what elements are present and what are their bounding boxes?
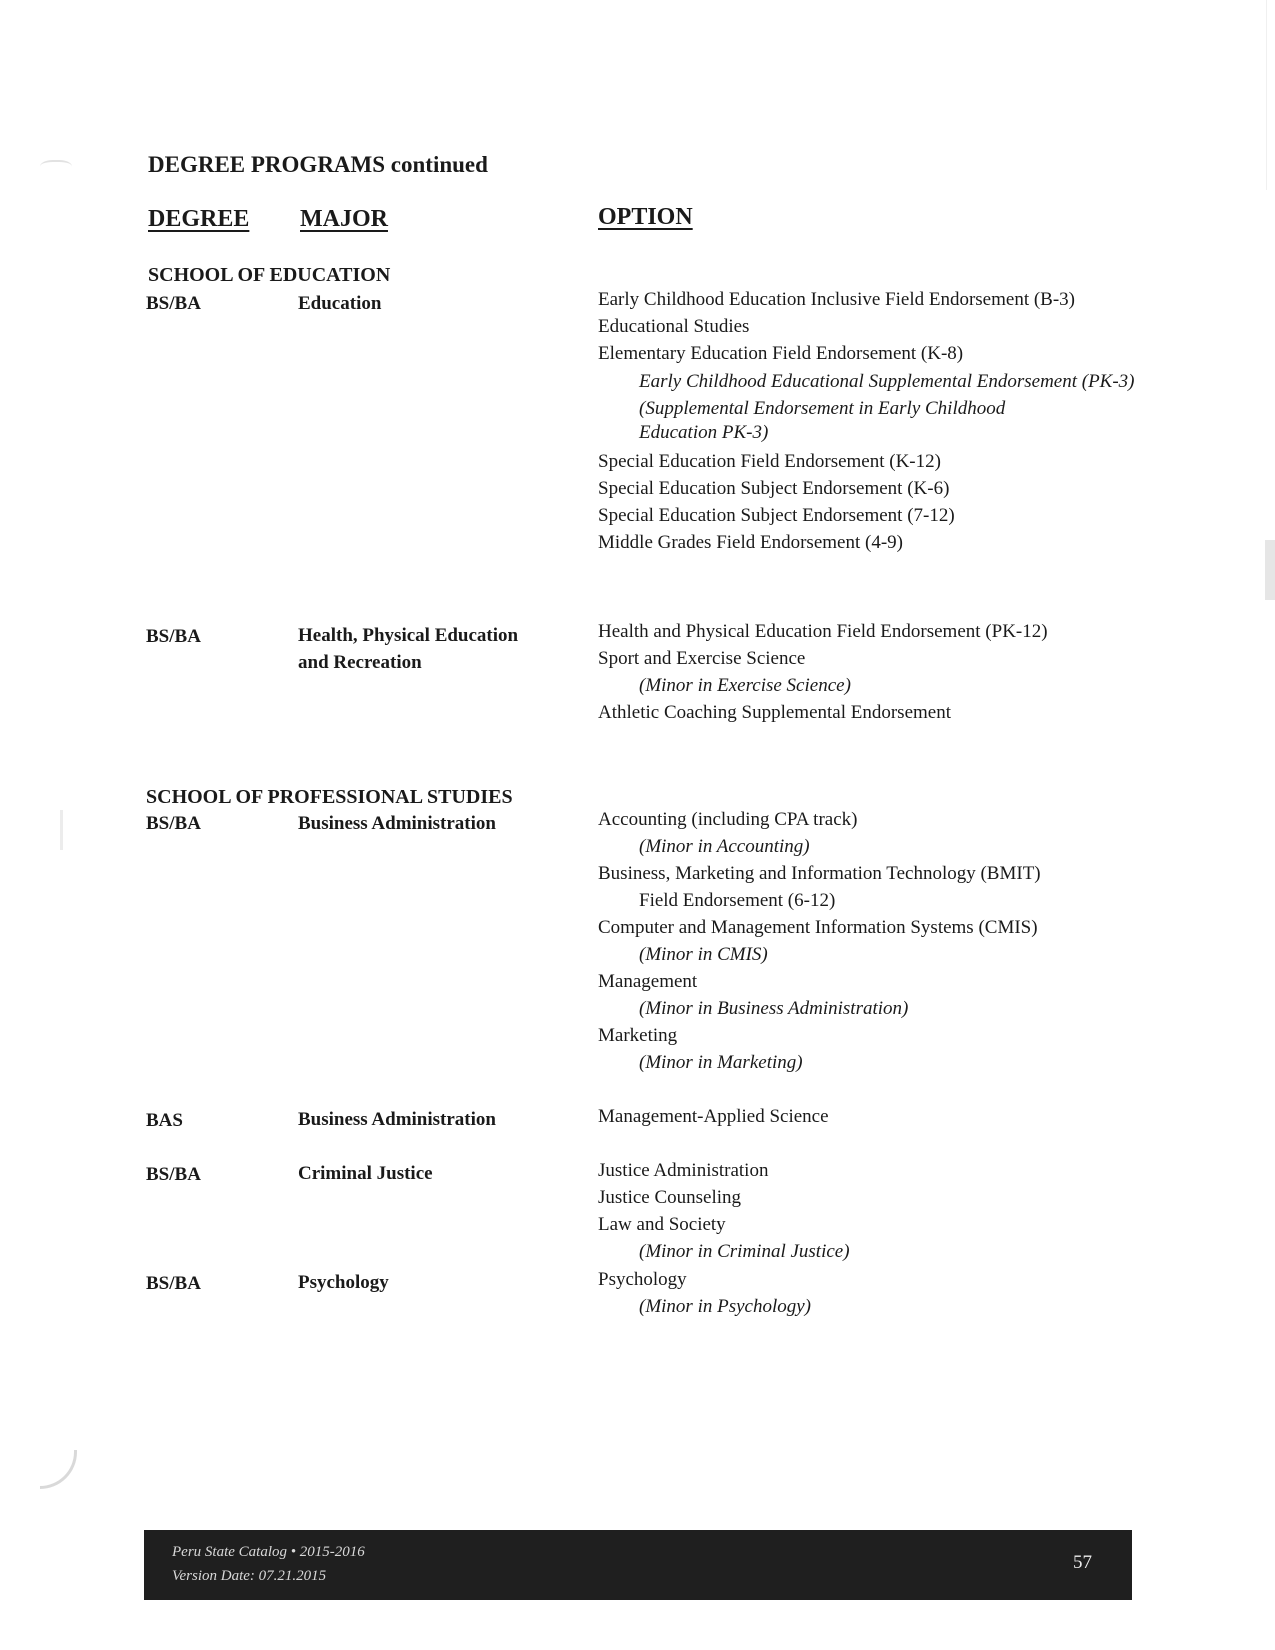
option-sub-item: (Supplemental Endorsement in Early Childhood Education PK-3) (639, 398, 1006, 443)
footer-version-date: Version Date: 07.21.2015 (172, 1568, 327, 1584)
program-major: Education (298, 293, 382, 314)
program-major: Criminal Justice (298, 1163, 433, 1184)
option-item: Management-Applied Science (598, 1106, 829, 1127)
program-major: Business Administration (298, 813, 496, 834)
program-options (598, 286, 1138, 556)
option-item: Elementary Education Field Endorsement (K-8) (598, 343, 964, 364)
option-item: Justice Counseling (598, 1187, 742, 1208)
program-degree: BS/BA (146, 626, 201, 647)
option-item: Middle Grades Field Endorsement (4-9) (598, 532, 903, 553)
option-item: Sport and Exercise Science (598, 648, 806, 669)
scan-mark (1265, 540, 1275, 600)
program-major: Psychology (298, 1272, 389, 1293)
option-sub-item: (Minor in Criminal Justice) (639, 1241, 850, 1262)
option-item: Athletic Coaching Supplemental Endorsement (598, 702, 952, 723)
scan-mark (1266, 0, 1267, 190)
program-degree: BS/BA (146, 813, 201, 834)
option-item: Psychology (598, 1269, 687, 1290)
program-options (598, 1103, 1138, 1130)
option-item: Early Childhood Education Inclusive Field Endorsement (B-3) (598, 289, 1076, 310)
option-item: Educational Studies (598, 316, 750, 337)
program-options (598, 1157, 1138, 1265)
program-major: Business Administration (298, 1109, 496, 1130)
program-degree: BS/BA (146, 1164, 201, 1185)
major-column-header: MAJOR (300, 206, 388, 232)
option-item: Special Education Subject Endorsement (7-12) (598, 505, 955, 526)
option-column-header: OPTION (598, 204, 693, 230)
scan-mark (60, 810, 69, 850)
school-heading-education: SCHOOL OF EDUCATION (148, 264, 391, 286)
option-item: Management (598, 971, 698, 992)
scan-mark (40, 160, 72, 176)
program-options (598, 1266, 1138, 1320)
program-degree: BS/BA (146, 293, 201, 314)
scan-mark (40, 1450, 77, 1489)
option-item: Law and Society (598, 1214, 726, 1235)
page-title: DEGREE PROGRAMS continued (148, 152, 488, 177)
program-options (598, 618, 1138, 726)
option-sub-item: (Minor in Accounting) (639, 836, 810, 857)
option-sub-item: (Minor in Psychology) (639, 1296, 812, 1317)
option-item: Computer and Management Information Systems (CMIS) (598, 917, 1038, 938)
school-heading-professional-studies: SCHOOL OF PROFESSIONAL STUDIES (146, 786, 513, 808)
option-item: Health and Physical Education Field Endorsement (PK-12) (598, 621, 1048, 642)
option-sub-item: (Minor in CMIS) (639, 944, 768, 965)
option-item: Special Education Subject Endorsement (K-6) (598, 478, 950, 499)
option-sub-item: (Minor in Business Administration) (639, 998, 909, 1019)
option-sub-item: (Minor in Marketing) (639, 1052, 803, 1073)
footer-catalog-title: Peru State Catalog • 2015-2016 (172, 1544, 365, 1560)
option-item: Business, Marketing and Information Technology (BMIT) (598, 863, 1041, 884)
option-item: Field Endorsement (6-12) (639, 890, 836, 911)
page-footer (144, 1530, 1132, 1600)
option-item: Justice Administration (598, 1160, 769, 1181)
program-options (598, 806, 1138, 1076)
option-item: Marketing (598, 1025, 678, 1046)
option-sub-item: (Minor in Exercise Science) (639, 675, 851, 696)
program-major: Health, Physical Education and Recreation (298, 625, 519, 673)
option-item: Special Education Field Endorsement (K-12) (598, 451, 941, 472)
page-number: 57 (1073, 1552, 1092, 1573)
program-degree: BAS (146, 1110, 183, 1131)
degree-column-header: DEGREE (148, 206, 250, 232)
option-sub-item: Early Childhood Educational Supplemental Endorsement (PK-3) (639, 371, 1135, 392)
program-degree: BS/BA (146, 1273, 201, 1294)
option-item: Accounting (including CPA track) (598, 809, 858, 830)
